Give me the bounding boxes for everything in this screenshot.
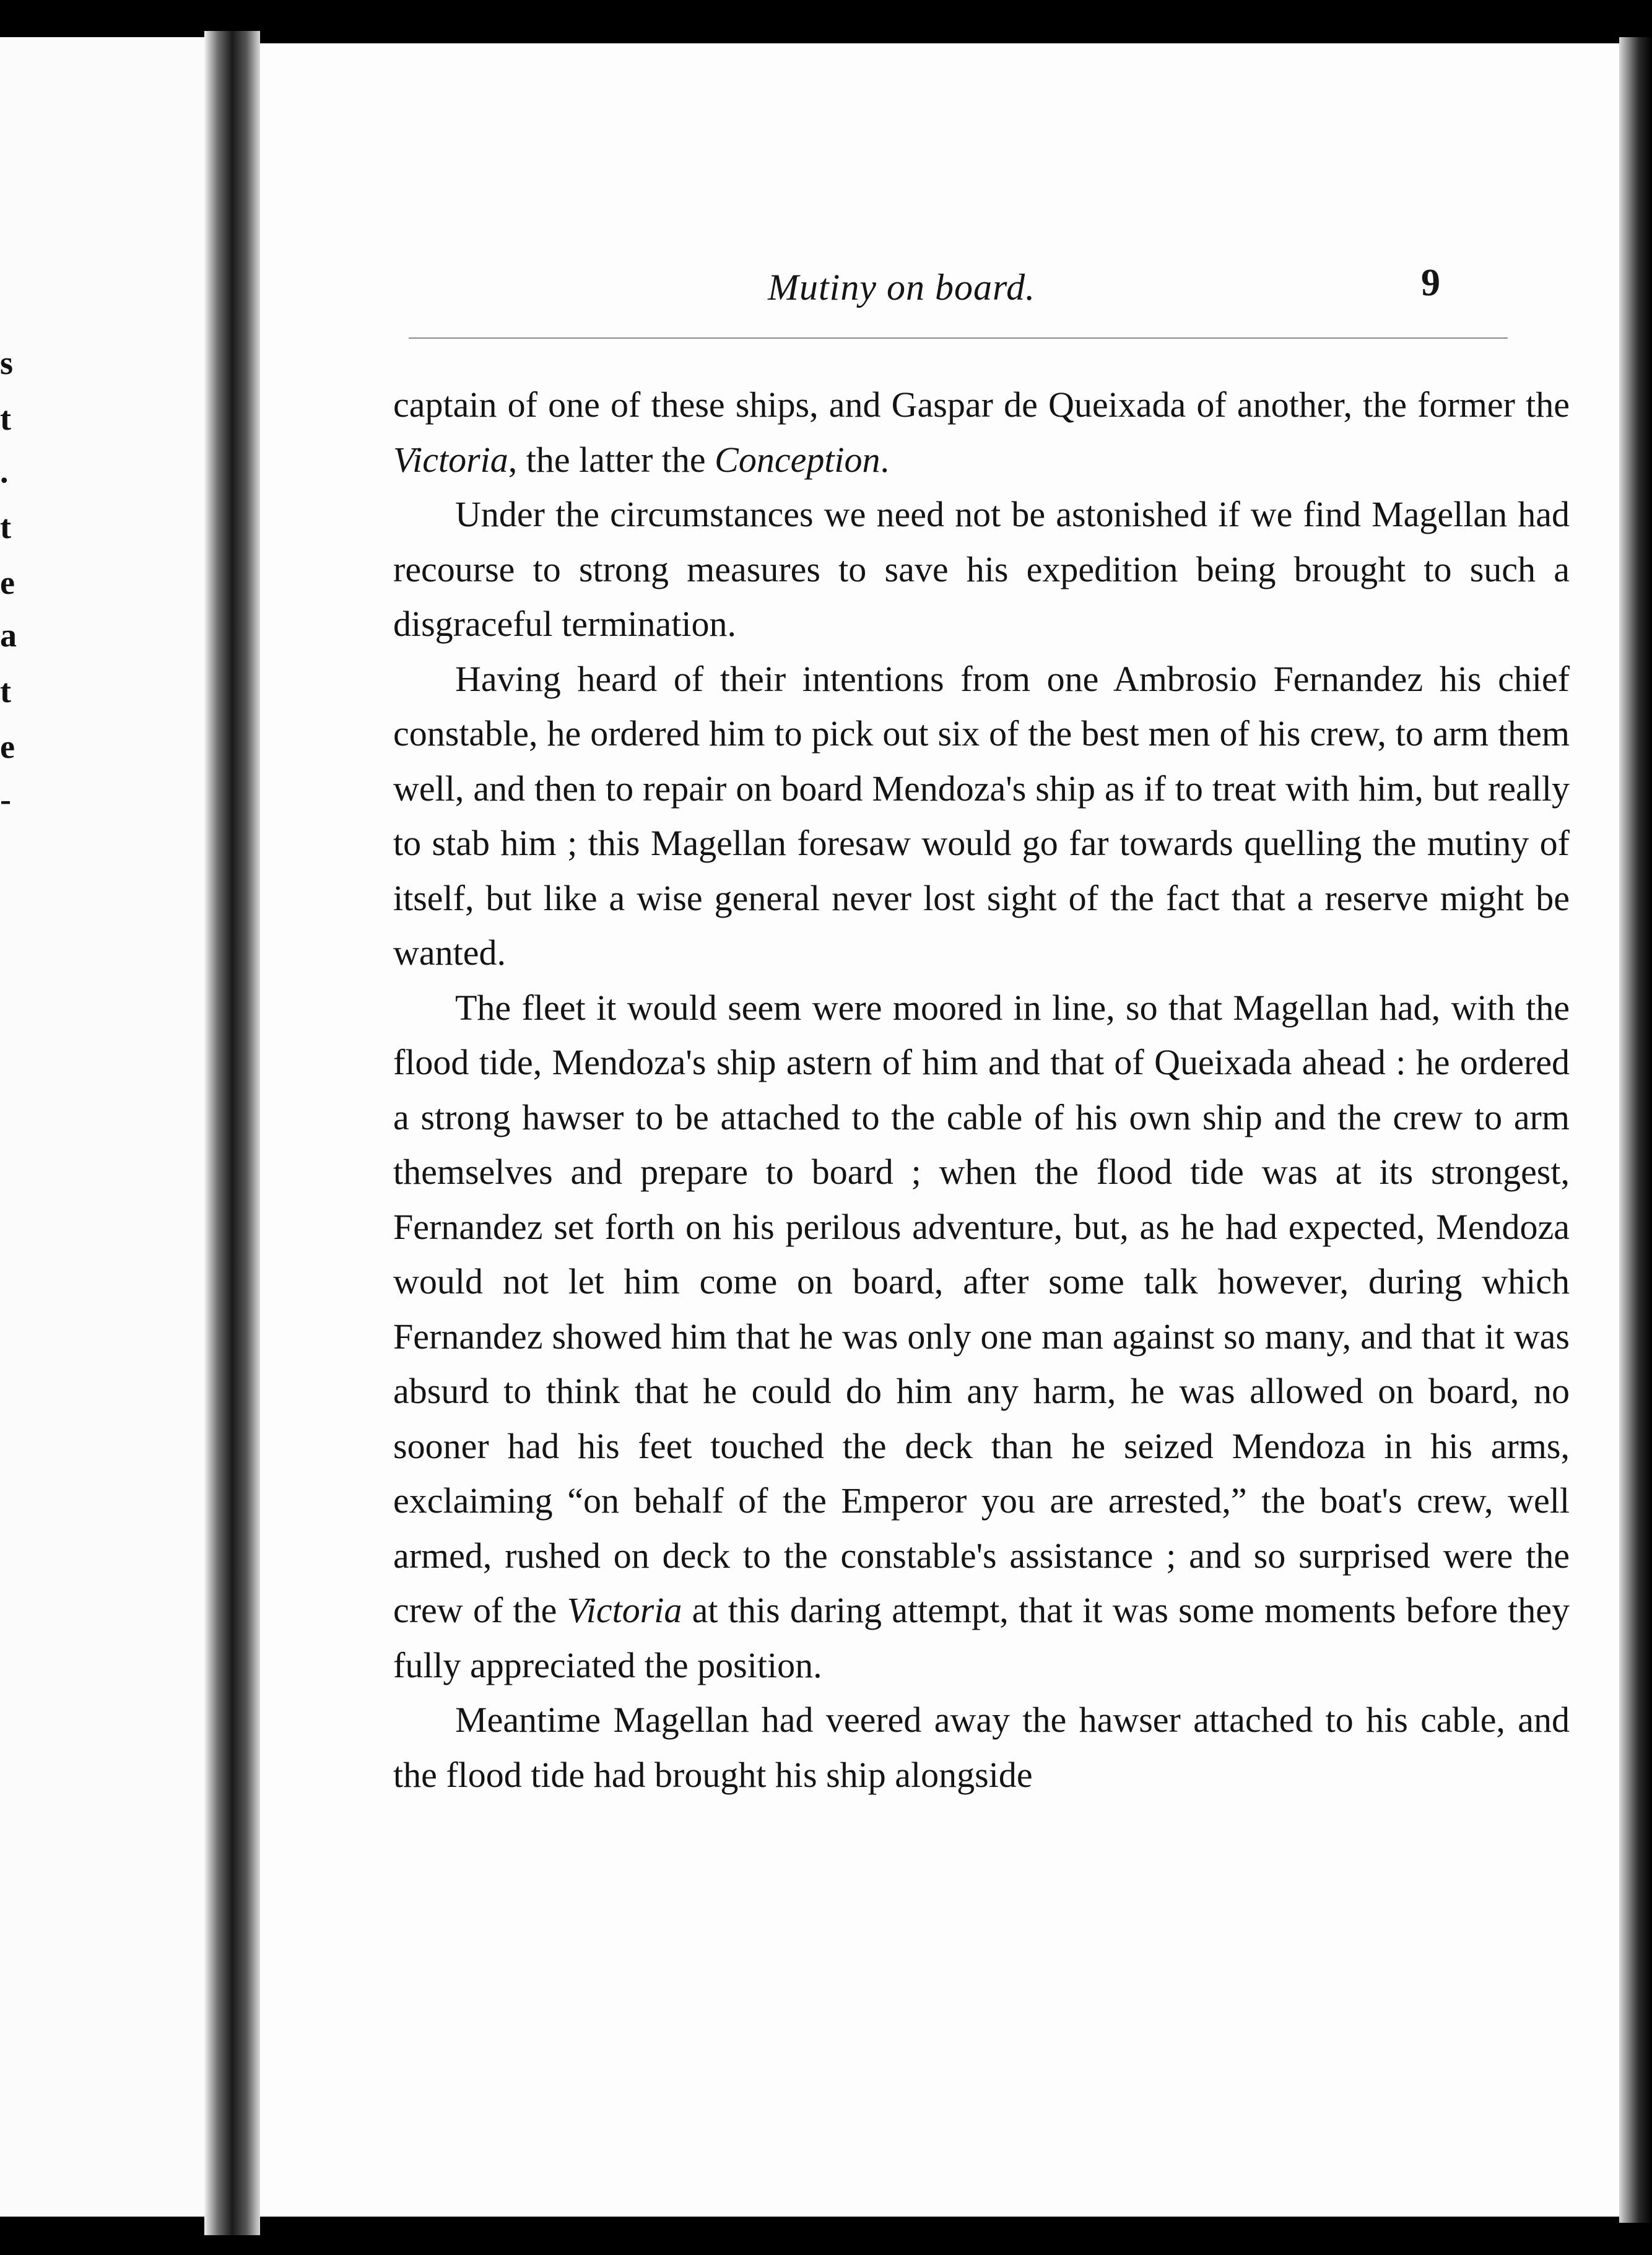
margin-fragment: e	[0, 728, 15, 765]
margin-fragment: t	[0, 508, 11, 545]
margin-fragment: -	[0, 781, 11, 818]
running-title: Mutiny on board.	[768, 267, 1036, 308]
margin-fragment: t	[0, 400, 11, 437]
book-page	[260, 43, 1619, 2217]
paragraph: The fleet it would seem were moored in line, so that Magellan had, with the flood tide, Mendoza's ship astern of him and that of Queixada ahead : he ordered a strong hawser to be attached to the cable of his own ship and the crew to arm themselves and prepare to board ; when the flood tide was at its strongest, Fernandez set forth on his perilous adventure, but, as he had expected, Mendoza would not let him come on board, after some talk however, during which Fernandez showed him that he was only one man against so many, and that it was absurd to think that he could do him any harm, he was allowed on board, no sooner had his feet touched the deck than he seized Mendoza in his arms, exclaiming “on behalf of the Emperor you are arrested,” the boat's crew, well armed, rushed on deck to the constable's assistance ; and so surprised were the crew of the Victoria at this daring attempt, that it was some moments before they fully appreciated the position.	[393, 987, 1570, 1685]
body-text	[393, 378, 1570, 1802]
previous-page-edge	[0, 37, 204, 2217]
ship-name: Victoria	[393, 439, 508, 480]
paragraph: captain of one of these ships, and Gaspar de Queixada of another, the former the Victoria, the latter the Conception.	[393, 385, 1570, 480]
book-gutter	[204, 31, 260, 2235]
paragraph: Meantime Magellan had veered away the hawser attached to his cable, and the flood tide had brought his ship alongside	[393, 1700, 1570, 1795]
paragraph: Having heard of their intentions from one Ambrosio Fernandez his chief constable, he ordered him to pick out six of the best men of his crew, to arm them well, and then to repair on board Mendoza's ship as if to treat with him, but really to stab him ; this Magellan foresaw would go far towards quelling the mutiny of itself, but like a wise general never lost sight of the fact that a reserve might be wanted.	[393, 658, 1570, 973]
header-rule	[409, 337, 1508, 339]
margin-fragment: e	[0, 564, 15, 601]
margin-fragment: .	[0, 453, 9, 490]
paragraph: Under the circumstances we need not be astonished if we find Magellan had recourse to strong measures to save his expedition being brought to such a disgraceful termination.	[393, 494, 1570, 644]
page-edge-shadow	[1619, 37, 1652, 2223]
margin-fragment: t	[0, 672, 11, 710]
page-header	[260, 223, 1619, 308]
ship-name: Victoria	[567, 1590, 682, 1630]
margin-fragment: s	[0, 344, 14, 381]
page-number: 9	[1421, 262, 1440, 304]
margin-fragment: a	[0, 617, 17, 654]
ship-name: Conception	[715, 439, 880, 480]
